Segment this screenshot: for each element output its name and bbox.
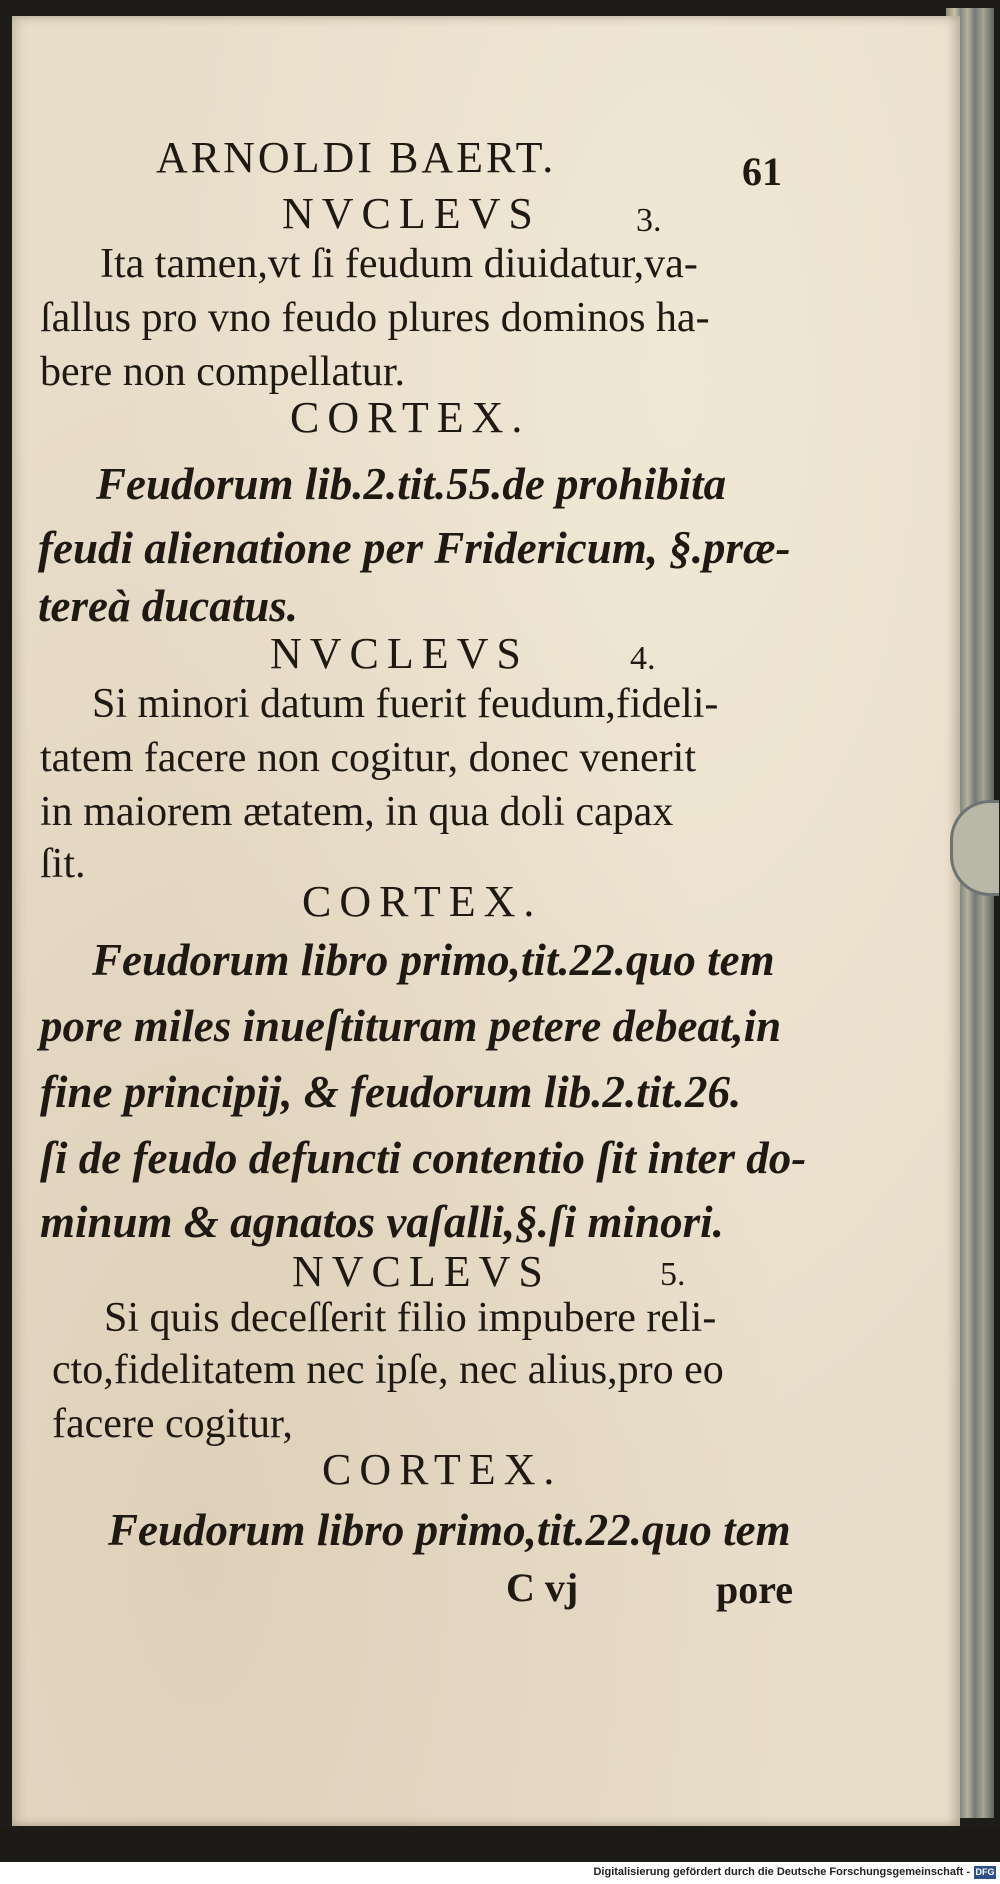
digitization-footer (0, 1862, 1000, 1884)
signature-mark: C vj (506, 1565, 579, 1610)
section-heading: CORTEX. (290, 393, 531, 442)
text-line: ſit. (40, 841, 86, 887)
text-line: Ita tamen,vt ſi feudum diuidatur,va- (100, 241, 698, 287)
text-line: cto,fidelitatem nec ipſe, nec alius,pro eo (52, 1347, 724, 1393)
section-heading: NVCLEVS (282, 189, 541, 238)
footer-credit: Digitalisierung gefördert durch die Deutsche Forschungsgemeinschaft - (593, 1866, 970, 1878)
text-line: facere cogitur, (52, 1401, 293, 1447)
catchword: pore (716, 1567, 794, 1612)
text-line: Si quis deceſſerit filio impubere reli- (104, 1295, 717, 1341)
text-line: bere non compellatur. (40, 349, 406, 395)
text-line: tereà ducatus. (38, 581, 299, 631)
text-line: ſallus pro vno feudo plures dominos ha- (40, 295, 710, 341)
section-heading: NVCLEVS (292, 1247, 551, 1296)
text-line: Feudorum lib.2.tit.55.de prohibita (96, 459, 727, 509)
text-line: Feudorum libro primo,tit.22.quo tem (92, 935, 775, 985)
section-number: 5. (660, 1256, 686, 1293)
section-heading: CORTEX. (322, 1445, 563, 1494)
text-line: ſi de feudo defuncti contentio ſit inter do- (40, 1133, 807, 1183)
text-line: in maiorem ætatem, in qua doli capax (40, 789, 674, 835)
text-line: feudi alienatione per Fridericum, §.præ- (38, 523, 791, 573)
folio-number: 61 (742, 149, 782, 194)
text-line: pore miles inueſtituram petere debeat,in (40, 1001, 782, 1051)
text-line: fine principij, & feudorum lib.2.tit.26. (40, 1067, 742, 1117)
section-heading: NVCLEVS (270, 629, 529, 678)
text-line: Feudorum libro primo,tit.22.quo tem (108, 1505, 791, 1555)
running-head: ARNOLDI BAERT. (156, 133, 557, 182)
text-line: minum & agnatos vaſalli,§.ſi minori. (40, 1197, 724, 1247)
text-line: tatem facere non cogitur, donec venerit (40, 735, 697, 781)
section-number: 3. (636, 202, 662, 239)
section-number: 4. (630, 640, 656, 677)
scan-bottom-band (0, 1830, 1000, 1860)
text-line: Si minori datum fuerit feudum,fideli- (92, 681, 719, 727)
section-heading: CORTEX. (302, 877, 543, 926)
dfg-logo: DFG (975, 1867, 995, 1877)
